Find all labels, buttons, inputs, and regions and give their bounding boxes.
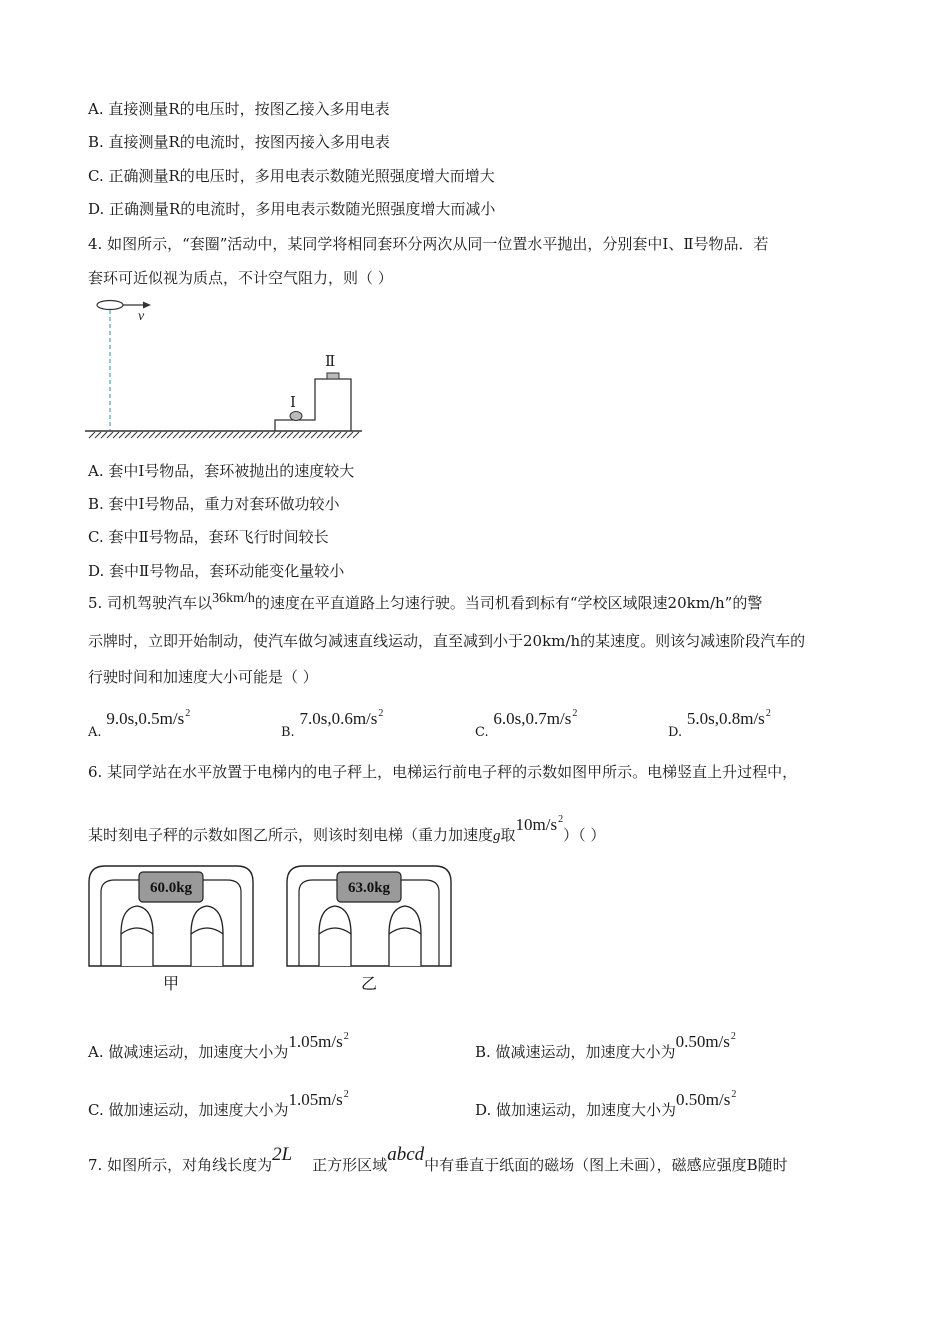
foot-icon	[191, 906, 223, 966]
q5-stem-line3: 行驶时间和加速度大小可能是（ ）	[88, 668, 318, 686]
q3-option-d: D. 正确测量R的电流时，多用电表示数随光照强度增大而减小	[88, 200, 496, 218]
q6-text: 取	[500, 826, 516, 844]
item-one-label: Ⅰ	[290, 395, 296, 411]
q7-text: 7. 如图所示，对角线长度为	[88, 1156, 273, 1174]
q5-option-d-value: $5.0s,0.8m/s^2$	[686, 708, 771, 728]
item-one-icon	[290, 412, 302, 421]
q5-option-b-value: $7.0s,0.6m/s^2$	[299, 708, 384, 728]
q6-text: 某时刻电子秤的示数如图乙所示，则该时刻电梯（重力加速度	[88, 826, 494, 844]
q5-option-a-value: $9.0s,0.5m/s^2$	[106, 708, 191, 728]
q5-option-d	[668, 704, 771, 740]
option-label: D.	[668, 725, 683, 740]
option-label: A.	[88, 725, 102, 740]
q6-option-text: C. 做加速运动，加速度大小为	[88, 1101, 289, 1119]
q4-option-a: A. 套中Ⅰ号物品，套环被抛出的速度较大	[88, 462, 355, 480]
q6-stem-line2	[88, 814, 606, 846]
q6-scale-figure-left	[85, 862, 257, 997]
q5-text: 的速度在平直道路上匀速行驶。当司机看到标有“学校区域限速20km/h”的警	[254, 594, 763, 612]
q6-option-b	[475, 1027, 736, 1061]
item-two-label: Ⅱ	[325, 354, 336, 370]
q6-g-symbol: g	[493, 828, 501, 844]
q6-text: ）（ ）	[563, 826, 606, 844]
q7-text: 中有垂直于纸面的磁场（图上未画），磁感应强度B随时	[424, 1156, 788, 1174]
q5-text: 5. 司机驾驶汽车以	[88, 594, 213, 612]
q6-option-text: A. 做减速运动，加速度大小为	[88, 1043, 289, 1061]
q4-stem-line2: 套环可近似视为质点，不计空气阻力，则（ ）	[88, 269, 393, 287]
q5-stem-line1	[88, 593, 762, 615]
item-two-icon	[327, 373, 339, 379]
velocity-label: v	[138, 309, 145, 324]
velocity-arrow-icon	[143, 302, 151, 309]
q7-region-label: abcd	[387, 1144, 425, 1165]
scale-label-right: 乙	[360, 976, 378, 993]
stepped-platform	[275, 379, 351, 431]
q3-option-c: C. 正确测量R的电压时，多用电表示数随光照强度增大而增大	[88, 167, 495, 185]
q5-speed-value: 36km/h	[212, 591, 255, 606]
scale-reading-right: 63.0kg	[347, 880, 391, 896]
scale-label-left: 甲	[162, 976, 180, 993]
q6-option-a	[88, 1027, 349, 1061]
q3-option-a: A. 直接测量R的电压时，按图乙接入多用电表	[88, 100, 390, 118]
q4-ring-toss-figure	[85, 295, 370, 440]
q5-stem-line2: 示牌时，立即开始制动，使汽车做匀减速直线运动，直至减到小于20km/h的某速度。则该匀减速阶段汽车的	[88, 632, 806, 650]
q5-option-b	[281, 704, 384, 740]
q6-option-text: D. 做加速运动，加速度大小为	[475, 1101, 677, 1119]
q6-option-d	[475, 1085, 737, 1119]
q6-option-b-value: $0.50m/s^2$	[675, 1031, 736, 1051]
q6-stem-line1: 6. 某同学站在水平放置于电梯内的电子秤上，电梯运行前电子秤的示数如图甲所示。电梯竖直上升过程中，	[88, 763, 798, 781]
q6-option-text: B. 做减速运动，加速度大小为	[475, 1043, 676, 1061]
q5-option-c-value: $6.0s,0.7m/s^2$	[493, 708, 578, 728]
q6-option-c-value: $1.05m/s^2$	[288, 1089, 349, 1109]
option-label: B.	[281, 725, 295, 740]
q3-option-b: B. 直接测量R的电流时，按图丙接入多用电表	[88, 133, 390, 151]
scale-reading-left: 60.0kg	[149, 880, 193, 896]
q6-option-a-value: $1.05m/s^2$	[288, 1031, 349, 1051]
q7-stem-line1	[88, 1144, 788, 1174]
q4-option-b: B. 套中Ⅰ号物品，重力对套环做功较小	[88, 495, 340, 513]
q7-text: 正方形区域	[312, 1156, 388, 1174]
q7-diagonal-length: 2L	[272, 1144, 293, 1165]
q4-stem-line1: 4. 如图所示，“套圈”活动中，某同学将相同套环分两次从同一位置水平抛出，分别套中Ⅰ、Ⅱ号物品．若	[88, 235, 769, 253]
q6-scale-figure-right	[283, 862, 455, 997]
option-label: C.	[475, 725, 489, 740]
q6-option-d-value: $0.50m/s^2$	[676, 1089, 737, 1109]
q4-option-c: C. 套中Ⅱ号物品，套环飞行时间较长	[88, 528, 329, 546]
foot-icon	[121, 906, 153, 966]
q6-g-value: $10m/s^2$	[515, 814, 564, 834]
q5-option-a	[88, 704, 191, 740]
foot-icon	[319, 906, 351, 966]
ring-icon	[97, 301, 123, 310]
q4-option-d: D. 套中Ⅱ号物品，套环动能变化量较小	[88, 562, 345, 580]
q6-option-c	[88, 1085, 349, 1119]
q5-option-c	[475, 704, 578, 740]
foot-icon	[389, 906, 421, 966]
